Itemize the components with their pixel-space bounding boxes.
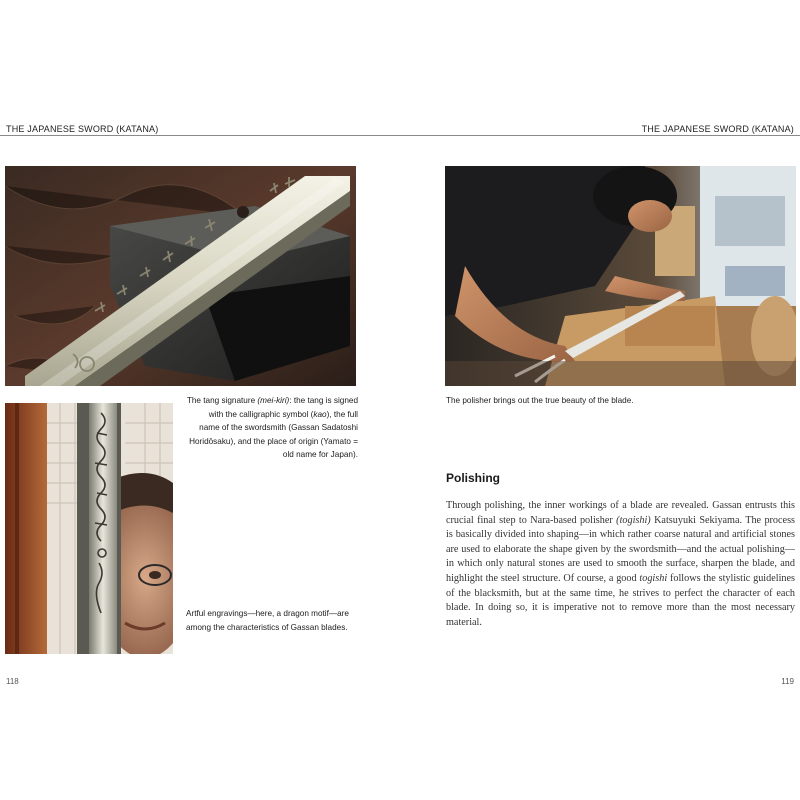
page-number-right: 119 — [781, 677, 794, 686]
caption-dragon-engraving: Artful engravings—here, a dragon motif—are among the characteristics of Gassan blades. — [186, 609, 349, 632]
caption-tang-signature: The tang signature (mei-kiri): the tang is signed with the calligraphic symbol (kao), the full name of the swordsmith (Gassan Sadatoshi Horidōsaku), and the place of origin (Yamato = old name for Japan). — [186, 396, 358, 459]
photo-tang-signature — [5, 166, 356, 386]
photo-dragon-engraving — [5, 403, 173, 654]
photo-polisher — [445, 166, 796, 386]
caption-polisher: The polisher brings out the true beauty of the blade. — [446, 396, 634, 405]
page-number-left: 118 — [6, 677, 19, 686]
running-head-left: THE JAPANESE SWORD (KATANA) — [6, 124, 159, 134]
running-head-right: THE JAPANESE SWORD (KATANA) — [641, 124, 794, 134]
section-heading-polishing: Polishing — [446, 471, 500, 485]
header-rule — [0, 135, 800, 136]
body-text-polishing: Through polishing, the inner workings of a blade are revealed. Gassan entrusts this crucial final step to Nara-based polisher (togishi) Katsuyuki Sekiyama. The process is basically divided into shaping—in which rather coarse natural and artificial stones are used to elaborate the shape given by the swordsmith—and the actual polishing—in which only natural stones are used to smooth the surface, sharpen the blade, and highlight the steel structure. Of course, a good togishi follows the stylistic guidelines of the blacksmith, but at the same time, he strives to perfect the character of each blade. In doing so, it is imperative not to remove more than the most necessary material. — [446, 500, 796, 628]
